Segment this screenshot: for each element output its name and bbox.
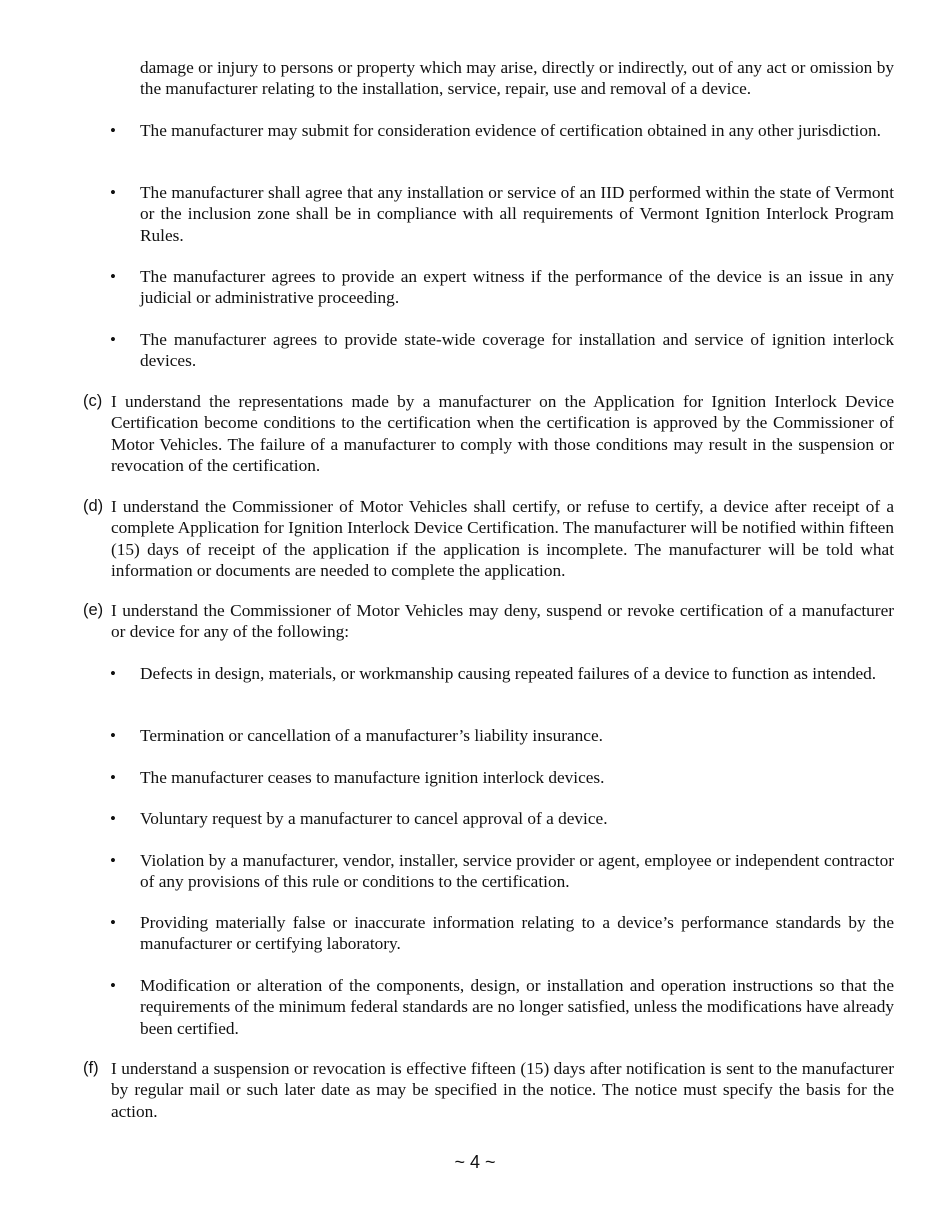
- list-item: Defects in design, materials, or workmanship causing repeated failures of a device to function as intended.: [140, 664, 877, 683]
- section-d-label: (d): [83, 497, 104, 515]
- section-d-text: I understand the Commissioner of Motor Vehicles shall certify, or refuse to certify, a device after receipt of a complete Application for Ignition Interlock Device Certification. The manufacturer will be notified within fifteen (15) days of receipt of the application if the application is incomplete. The manufacturer will be told what information or documents are needed to complete the application.: [111, 497, 894, 580]
- list-item: Providing materially false or inaccurate information relating to a device’s performance standards by the manufacturer or certifying laboratory.: [140, 913, 894, 954]
- list-item: Modification or alteration of the components, design, or installation and operation instructions so that the requirements of the minimum federal standards are no longer satisfied, unless the modifications have already been certified.: [140, 976, 894, 1038]
- section-e-text: I understand the Commissioner of Motor Vehicles may deny, suspend or revoke certification of a manufacturer or device for any of the following:: [111, 601, 894, 642]
- bullet-marker: •: [110, 267, 116, 286]
- list-item: Voluntary request by a manufacturer to cancel approval of a device.: [140, 809, 608, 828]
- bullet-marker: •: [110, 121, 116, 140]
- bullet-marker: •: [110, 809, 116, 828]
- bullet-marker: •: [110, 913, 116, 932]
- bullet-marker: •: [110, 664, 116, 683]
- bullet-marker: •: [110, 851, 116, 870]
- section-c-text: I understand the representations made by a manufacturer on the Application for Ignition Interlock Device Certification become conditions to the certification when the certification is approved by the Commissioner of Motor Vehicles. The failure of a manufacturer to comply with those conditions may result in the suspension or revocation of the certification.: [111, 392, 894, 475]
- list-item: Violation by a manufacturer, vendor, installer, service provider or agent, employee or independent contractor of any provisions of this rule or conditions to the certification.: [140, 851, 894, 892]
- list-item: The manufacturer agrees to provide an expert witness if the performance of the device is an issue in any judicial or administrative proceeding.: [140, 267, 894, 308]
- list-item: The manufacturer shall agree that any installation or service of an IID performed within the state of Vermont or the inclusion zone shall be in compliance with all requirements of Vermont Ignition Interlock Program Rules.: [140, 183, 894, 245]
- continued-paragraph: damage or injury to persons or property which may arise, directly or indirectly, out of any act or omission by the manufacturer relating to the installation, service, repair, use and removal of a device.: [140, 58, 894, 99]
- list-item: Termination or cancellation of a manufacturer’s liability insurance.: [140, 726, 603, 745]
- list-item: The manufacturer ceases to manufacture ignition interlock devices.: [140, 768, 605, 787]
- section-c-label: (c): [83, 392, 103, 410]
- section-f-label: (f): [83, 1059, 99, 1077]
- list-item: The manufacturer agrees to provide state-wide coverage for installation and service of ignition interlock devices.: [140, 330, 894, 371]
- section-e-label: (e): [83, 601, 104, 619]
- bullet-marker: •: [110, 768, 116, 787]
- list-item: The manufacturer may submit for consideration evidence of certification obtained in any other jurisdiction.: [140, 121, 881, 140]
- bullet-marker: •: [110, 976, 116, 995]
- bullet-marker: •: [110, 726, 116, 745]
- page-number: ~ 4 ~: [454, 1152, 496, 1172]
- bullet-marker: •: [110, 330, 116, 349]
- section-f-text: I understand a suspension or revocation is effective fifteen (15) days after notification is sent to the manufacturer by regular mail or such later date as may be specified in the notice. The notice must specify the basis for the action.: [111, 1059, 894, 1121]
- bullet-marker: •: [110, 183, 116, 202]
